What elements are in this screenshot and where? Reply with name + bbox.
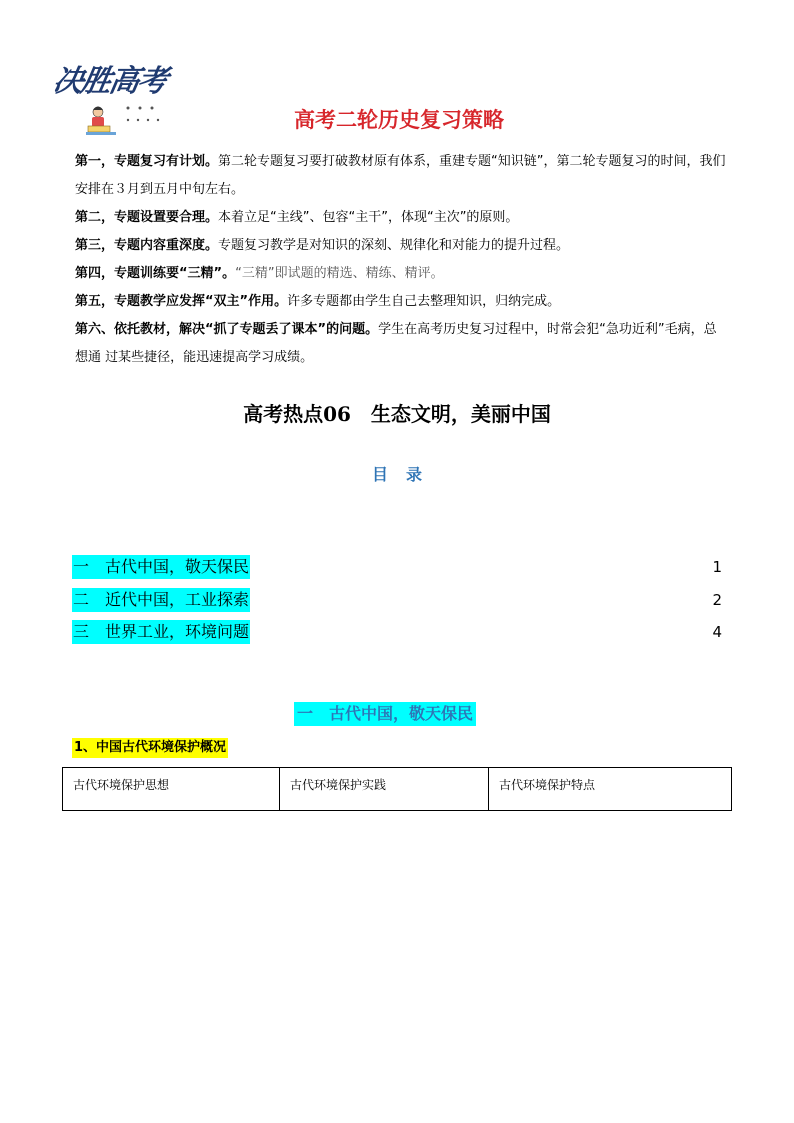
toc-item[interactable] [72,555,722,579]
strategy-paragraph-4: 第四，专题训练要“三精”。“三精”即试题的精选、精练、精评。 [75,266,444,281]
environment-table [62,767,732,811]
toc-title: 目录 [371,465,440,484]
page-title: 高考二轮历史复习策略 [294,108,504,132]
strategy-paragraph-2: 第二，专题设置要合理。本着立足“主线”、包容“主干”，体现“主次”的原则。 [75,210,519,225]
toc-item[interactable] [72,620,722,644]
topic-title: 高考热点06 生态文明，美丽中国 [243,402,551,426]
toc-item-page: 1 [712,558,722,576]
toc-item-label[interactable]: 二 近代中国，工业探索 [72,588,250,612]
sub-heading: 1、中国古代环境保护概况 [72,738,228,758]
table-row [63,768,732,811]
toc-item-label[interactable]: 一 古代中国，敬天保民 [72,555,250,579]
toc-item-page: 4 [712,623,722,641]
toc-item[interactable] [72,588,722,612]
logo-text: 决胜高考 [50,64,169,99]
strategy-paragraph-5: 第五，专题教学应发挥“双主”作用。许多专题都由学生自己去整理知识，归纳完成。 [75,294,561,309]
strategy-paragraph-3: 第三，专题内容重深度。专题复习教学是对知识的深刻、规律化和对能力的提升过程。 [75,238,570,253]
table-header-cell: 古代环境保护实践 [280,768,489,811]
strategy-paragraph-6: 第六、依托教材，解决“抓了专题丢了课本”的问题。学生在高考历史复习过程中，时常会犯“急功近利”毛病，总想通 过某些捷径，能迅速提高学习成绩。 [75,322,717,365]
strategy-paragraph-1: 第一，专题复习有计划。第二轮专题复习要打破教材原有体系，重建专题“知识链”，第二轮专题复习的时间，我们安排在３月到五月中旬左右。 [75,154,726,197]
table-header-cell: 古代环境保护特点 [489,768,732,811]
toc-item-page: 2 [712,591,722,609]
section-heading: 一 古代中国，敬天保民 [294,702,476,726]
table-header-cell: 古代环境保护思想 [63,768,280,811]
toc-item-label[interactable]: 三 世界工业，环境问题 [72,620,250,644]
